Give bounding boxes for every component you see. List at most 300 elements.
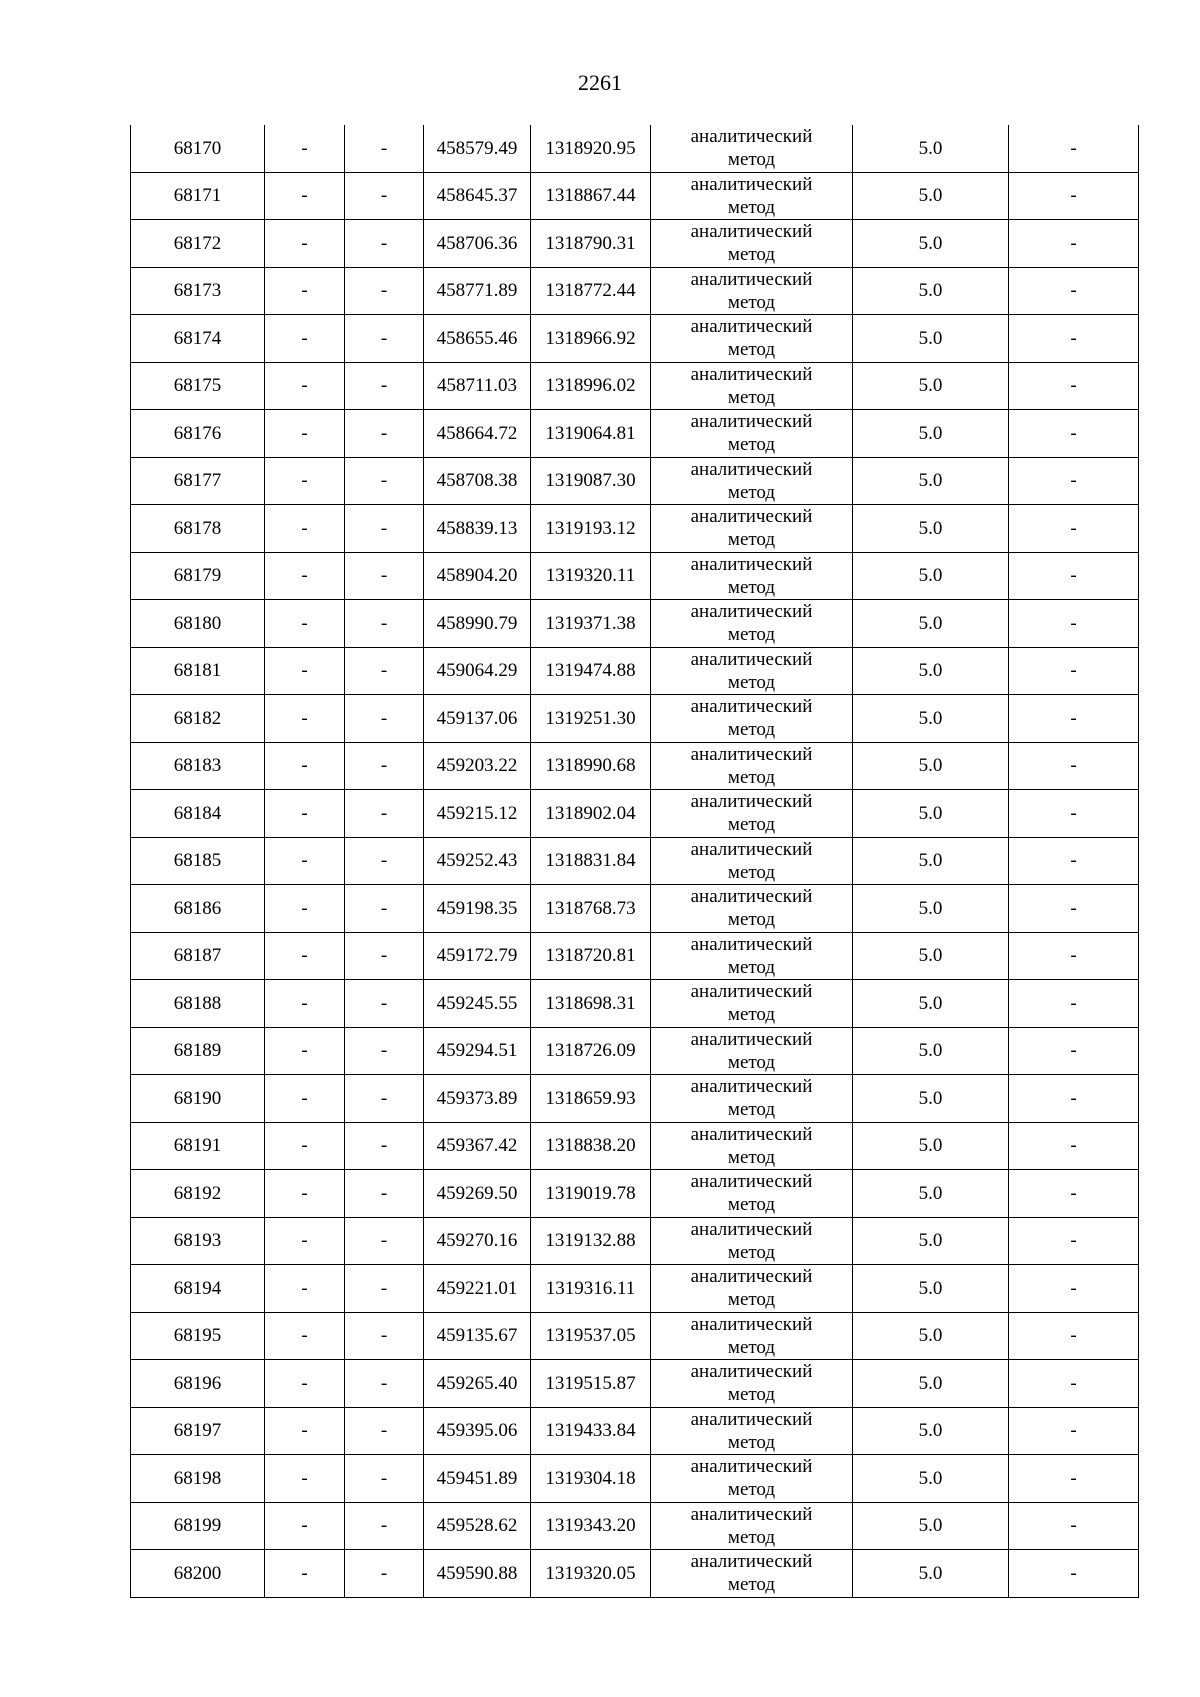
method-text: аналитический xyxy=(690,838,813,860)
method-text: метод xyxy=(727,719,776,741)
empty-value-cell: - xyxy=(1009,125,1139,172)
y-coordinate-cell: 1318720.81 xyxy=(531,932,651,980)
empty-value-cell: - xyxy=(1009,647,1139,695)
method-text: аналитический xyxy=(690,458,813,480)
x-coordinate-cell: 458711.03 xyxy=(424,362,531,410)
accuracy-cell: 5.0 xyxy=(853,790,1009,838)
method-text: аналитический xyxy=(690,791,813,813)
empty-value-cell: - xyxy=(1009,172,1139,220)
point-number-cell: 68180 xyxy=(131,600,265,648)
method-text: аналитический xyxy=(690,221,813,243)
method-cell xyxy=(651,1502,853,1550)
point-number-cell: 68170 xyxy=(131,125,265,172)
point-number-cell: 68171 xyxy=(131,172,265,220)
empty-value-cell: - xyxy=(265,125,345,172)
method-cell xyxy=(651,1217,853,1265)
table-row xyxy=(131,410,1139,458)
empty-value-cell: - xyxy=(1009,790,1139,838)
empty-value-cell: - xyxy=(345,790,424,838)
point-number-cell: 68182 xyxy=(131,695,265,743)
x-coordinate-cell: 459395.06 xyxy=(424,1407,531,1455)
method-cell xyxy=(651,1360,853,1408)
empty-value-cell: - xyxy=(345,980,424,1028)
table-row xyxy=(131,220,1139,268)
empty-value-cell: - xyxy=(265,410,345,458)
y-coordinate-cell: 1319193.12 xyxy=(531,505,651,553)
method-text: аналитический xyxy=(690,696,813,718)
accuracy-cell: 5.0 xyxy=(853,172,1009,220)
table-body xyxy=(131,125,1139,1597)
point-number-cell: 68179 xyxy=(131,552,265,600)
accuracy-cell: 5.0 xyxy=(853,1502,1009,1550)
y-coordinate-cell: 1319515.87 xyxy=(531,1360,651,1408)
y-coordinate-cell: 1318790.31 xyxy=(531,220,651,268)
method-text: метод xyxy=(727,1384,776,1406)
method-cell xyxy=(651,1312,853,1360)
method-text: аналитический xyxy=(690,1218,813,1240)
method-text: аналитический xyxy=(690,1361,813,1383)
method-text: метод xyxy=(727,909,776,931)
table-row xyxy=(131,1550,1139,1598)
method-text: аналитический xyxy=(690,1456,813,1478)
y-coordinate-cell: 1318867.44 xyxy=(531,172,651,220)
point-number-cell: 68183 xyxy=(131,742,265,790)
method-cell xyxy=(651,410,853,458)
method-text: аналитический xyxy=(690,1408,813,1430)
empty-value-cell: - xyxy=(1009,885,1139,933)
point-number-cell: 68181 xyxy=(131,647,265,695)
empty-value-cell: - xyxy=(1009,505,1139,553)
empty-value-cell: - xyxy=(1009,362,1139,410)
y-coordinate-cell: 1319433.84 xyxy=(531,1407,651,1455)
method-text: метод xyxy=(727,434,776,456)
method-cell xyxy=(651,600,853,648)
method-text: метод xyxy=(727,624,776,646)
x-coordinate-cell: 459294.51 xyxy=(424,1027,531,1075)
empty-value-cell: - xyxy=(265,267,345,315)
method-text: аналитический xyxy=(690,1313,813,1335)
method-cell xyxy=(651,1265,853,1313)
empty-value-cell: - xyxy=(1009,600,1139,648)
table-row xyxy=(131,695,1139,743)
empty-value-cell: - xyxy=(265,315,345,363)
empty-value-cell: - xyxy=(345,1122,424,1170)
method-text: аналитический xyxy=(690,1123,813,1145)
method-text: аналитический xyxy=(690,601,813,623)
method-text: аналитический xyxy=(690,1503,813,1525)
table-row xyxy=(131,837,1139,885)
empty-value-cell: - xyxy=(265,600,345,648)
y-coordinate-cell: 1319132.88 xyxy=(531,1217,651,1265)
method-text: метод xyxy=(727,766,776,788)
accuracy-cell: 5.0 xyxy=(853,742,1009,790)
method-cell xyxy=(651,362,853,410)
empty-value-cell: - xyxy=(1009,410,1139,458)
method-cell xyxy=(651,1027,853,1075)
method-cell xyxy=(651,505,853,553)
method-text: аналитический xyxy=(690,886,813,908)
x-coordinate-cell: 459064.29 xyxy=(424,647,531,695)
empty-value-cell: - xyxy=(1009,1122,1139,1170)
method-text: аналитический xyxy=(690,743,813,765)
method-text: метод xyxy=(727,1431,776,1453)
method-text: аналитический xyxy=(690,1028,813,1050)
point-number-cell: 68192 xyxy=(131,1170,265,1218)
method-text: метод xyxy=(727,149,776,171)
y-coordinate-cell: 1319320.11 xyxy=(531,552,651,600)
point-number-cell: 68185 xyxy=(131,837,265,885)
method-text: аналитический xyxy=(690,648,813,670)
point-number-cell: 68188 xyxy=(131,980,265,1028)
table-row xyxy=(131,1075,1139,1123)
empty-value-cell: - xyxy=(345,1265,424,1313)
empty-value-cell: - xyxy=(1009,1265,1139,1313)
table-row xyxy=(131,647,1139,695)
empty-value-cell: - xyxy=(345,1455,424,1503)
accuracy-cell: 5.0 xyxy=(853,1075,1009,1123)
method-text: аналитический xyxy=(690,1551,813,1573)
empty-value-cell: - xyxy=(265,647,345,695)
y-coordinate-cell: 1318838.20 xyxy=(531,1122,651,1170)
accuracy-cell: 5.0 xyxy=(853,1122,1009,1170)
accuracy-cell: 5.0 xyxy=(853,1550,1009,1598)
method-text: аналитический xyxy=(690,933,813,955)
method-cell xyxy=(651,1407,853,1455)
empty-value-cell: - xyxy=(265,1455,345,1503)
empty-value-cell: - xyxy=(345,1170,424,1218)
empty-value-cell: - xyxy=(1009,315,1139,363)
point-number-cell: 68198 xyxy=(131,1455,265,1503)
method-text: аналитический xyxy=(690,1076,813,1098)
method-cell xyxy=(651,695,853,743)
method-cell xyxy=(651,457,853,505)
point-number-cell: 68200 xyxy=(131,1550,265,1598)
empty-value-cell: - xyxy=(345,220,424,268)
x-coordinate-cell: 458645.37 xyxy=(424,172,531,220)
accuracy-cell: 5.0 xyxy=(853,980,1009,1028)
method-cell xyxy=(651,980,853,1028)
empty-value-cell: - xyxy=(1009,1455,1139,1503)
empty-value-cell: - xyxy=(265,1360,345,1408)
empty-value-cell: - xyxy=(1009,980,1139,1028)
accuracy-cell: 5.0 xyxy=(853,647,1009,695)
method-text: аналитический xyxy=(690,981,813,1003)
empty-value-cell: - xyxy=(1009,457,1139,505)
method-text: метод xyxy=(727,1289,776,1311)
table-row xyxy=(131,1502,1139,1550)
x-coordinate-cell: 459137.06 xyxy=(424,695,531,743)
x-coordinate-cell: 459373.89 xyxy=(424,1075,531,1123)
empty-value-cell: - xyxy=(345,410,424,458)
y-coordinate-cell: 1319371.38 xyxy=(531,600,651,648)
point-number-cell: 68197 xyxy=(131,1407,265,1455)
accuracy-cell: 5.0 xyxy=(853,267,1009,315)
empty-value-cell: - xyxy=(1009,1075,1139,1123)
method-text: метод xyxy=(727,1479,776,1501)
point-number-cell: 68175 xyxy=(131,362,265,410)
table-row xyxy=(131,1407,1139,1455)
method-cell xyxy=(651,1170,853,1218)
y-coordinate-cell: 1319343.20 xyxy=(531,1502,651,1550)
empty-value-cell: - xyxy=(345,1550,424,1598)
method-text: метод xyxy=(727,244,776,266)
point-number-cell: 68196 xyxy=(131,1360,265,1408)
empty-value-cell: - xyxy=(265,1027,345,1075)
method-cell xyxy=(651,837,853,885)
empty-value-cell: - xyxy=(265,790,345,838)
method-text: аналитический xyxy=(690,363,813,385)
table-row xyxy=(131,885,1139,933)
x-coordinate-cell: 458839.13 xyxy=(424,505,531,553)
method-cell xyxy=(651,1550,853,1598)
table-row xyxy=(131,980,1139,1028)
point-number-cell: 68193 xyxy=(131,1217,265,1265)
empty-value-cell: - xyxy=(345,505,424,553)
empty-value-cell: - xyxy=(265,1312,345,1360)
method-text: метод xyxy=(727,291,776,313)
empty-value-cell: - xyxy=(265,362,345,410)
empty-value-cell: - xyxy=(265,1075,345,1123)
accuracy-cell: 5.0 xyxy=(853,1312,1009,1360)
coordinates-table xyxy=(130,125,1139,1598)
method-text: метод xyxy=(727,1099,776,1121)
x-coordinate-cell: 459528.62 xyxy=(424,1502,531,1550)
method-cell xyxy=(651,647,853,695)
empty-value-cell: - xyxy=(265,220,345,268)
accuracy-cell: 5.0 xyxy=(853,1455,1009,1503)
empty-value-cell: - xyxy=(265,1502,345,1550)
point-number-cell: 68194 xyxy=(131,1265,265,1313)
method-text: метод xyxy=(727,1241,776,1263)
accuracy-cell: 5.0 xyxy=(853,552,1009,600)
accuracy-cell: 5.0 xyxy=(853,220,1009,268)
empty-value-cell: - xyxy=(265,980,345,1028)
empty-value-cell: - xyxy=(345,125,424,172)
empty-value-cell: - xyxy=(265,1170,345,1218)
empty-value-cell: - xyxy=(1009,1312,1139,1360)
x-coordinate-cell: 458904.20 xyxy=(424,552,531,600)
empty-value-cell: - xyxy=(265,932,345,980)
empty-value-cell: - xyxy=(1009,1550,1139,1598)
accuracy-cell: 5.0 xyxy=(853,125,1009,172)
y-coordinate-cell: 1319304.18 xyxy=(531,1455,651,1503)
y-coordinate-cell: 1319019.78 xyxy=(531,1170,651,1218)
accuracy-cell: 5.0 xyxy=(853,932,1009,980)
x-coordinate-cell: 459135.67 xyxy=(424,1312,531,1360)
empty-value-cell: - xyxy=(1009,1407,1139,1455)
method-text: аналитический xyxy=(690,173,813,195)
point-number-cell: 68199 xyxy=(131,1502,265,1550)
empty-value-cell: - xyxy=(345,362,424,410)
x-coordinate-cell: 459367.42 xyxy=(424,1122,531,1170)
x-coordinate-cell: 459252.43 xyxy=(424,837,531,885)
method-text: аналитический xyxy=(690,411,813,433)
empty-value-cell: - xyxy=(265,172,345,220)
method-text: метод xyxy=(727,529,776,551)
method-cell xyxy=(651,1075,853,1123)
y-coordinate-cell: 1319474.88 xyxy=(531,647,651,695)
method-cell xyxy=(651,315,853,363)
empty-value-cell: - xyxy=(345,695,424,743)
point-number-cell: 68174 xyxy=(131,315,265,363)
method-text: аналитический xyxy=(690,1171,813,1193)
empty-value-cell: - xyxy=(1009,1027,1139,1075)
method-text: метод xyxy=(727,671,776,693)
x-coordinate-cell: 459215.12 xyxy=(424,790,531,838)
point-number-cell: 68191 xyxy=(131,1122,265,1170)
table-row xyxy=(131,267,1139,315)
y-coordinate-cell: 1318831.84 xyxy=(531,837,651,885)
point-number-cell: 68176 xyxy=(131,410,265,458)
empty-value-cell: - xyxy=(1009,695,1139,743)
method-text: аналитический xyxy=(690,268,813,290)
x-coordinate-cell: 458579.49 xyxy=(424,125,531,172)
table-row xyxy=(131,315,1139,363)
empty-value-cell: - xyxy=(265,1407,345,1455)
accuracy-cell: 5.0 xyxy=(853,410,1009,458)
empty-value-cell: - xyxy=(345,932,424,980)
accuracy-cell: 5.0 xyxy=(853,1027,1009,1075)
method-cell xyxy=(651,790,853,838)
x-coordinate-cell: 459245.55 xyxy=(424,980,531,1028)
method-text: метод xyxy=(727,1004,776,1026)
accuracy-cell: 5.0 xyxy=(853,1265,1009,1313)
method-cell xyxy=(651,932,853,980)
y-coordinate-cell: 1319251.30 xyxy=(531,695,651,743)
y-coordinate-cell: 1319320.05 xyxy=(531,1550,651,1598)
table-row xyxy=(131,362,1139,410)
method-cell xyxy=(651,552,853,600)
empty-value-cell: - xyxy=(345,1075,424,1123)
x-coordinate-cell: 458990.79 xyxy=(424,600,531,648)
method-text: метод xyxy=(727,814,776,836)
method-cell xyxy=(651,1122,853,1170)
method-cell xyxy=(651,267,853,315)
empty-value-cell: - xyxy=(345,315,424,363)
empty-value-cell: - xyxy=(345,1027,424,1075)
method-text: метод xyxy=(727,1526,776,1548)
x-coordinate-cell: 459270.16 xyxy=(424,1217,531,1265)
table-row xyxy=(131,790,1139,838)
x-coordinate-cell: 459590.88 xyxy=(424,1550,531,1598)
method-cell xyxy=(651,172,853,220)
empty-value-cell: - xyxy=(345,1407,424,1455)
x-coordinate-cell: 458708.38 xyxy=(424,457,531,505)
method-text: метод xyxy=(727,339,776,361)
x-coordinate-cell: 458771.89 xyxy=(424,267,531,315)
method-cell xyxy=(651,125,853,172)
point-number-cell: 68173 xyxy=(131,267,265,315)
accuracy-cell: 5.0 xyxy=(853,885,1009,933)
empty-value-cell: - xyxy=(1009,837,1139,885)
point-number-cell: 68178 xyxy=(131,505,265,553)
x-coordinate-cell: 459172.79 xyxy=(424,932,531,980)
y-coordinate-cell: 1319316.11 xyxy=(531,1265,651,1313)
table-row xyxy=(131,1170,1139,1218)
point-number-cell: 68187 xyxy=(131,932,265,980)
empty-value-cell: - xyxy=(345,600,424,648)
empty-value-cell: - xyxy=(1009,1502,1139,1550)
empty-value-cell: - xyxy=(265,505,345,553)
accuracy-cell: 5.0 xyxy=(853,505,1009,553)
accuracy-cell: 5.0 xyxy=(853,600,1009,648)
table-row xyxy=(131,1217,1139,1265)
empty-value-cell: - xyxy=(1009,552,1139,600)
point-number-cell: 68186 xyxy=(131,885,265,933)
table-row xyxy=(131,600,1139,648)
x-coordinate-cell: 458664.72 xyxy=(424,410,531,458)
table-row xyxy=(131,172,1139,220)
empty-value-cell: - xyxy=(265,552,345,600)
method-text: метод xyxy=(727,576,776,598)
empty-value-cell: - xyxy=(345,885,424,933)
method-cell xyxy=(651,885,853,933)
accuracy-cell: 5.0 xyxy=(853,695,1009,743)
empty-value-cell: - xyxy=(265,1122,345,1170)
empty-value-cell: - xyxy=(345,172,424,220)
method-text: метод xyxy=(727,196,776,218)
method-text: метод xyxy=(727,1146,776,1168)
empty-value-cell: - xyxy=(345,457,424,505)
y-coordinate-cell: 1319087.30 xyxy=(531,457,651,505)
empty-value-cell: - xyxy=(1009,932,1139,980)
empty-value-cell: - xyxy=(1009,1360,1139,1408)
method-text: метод xyxy=(727,1051,776,1073)
table-row xyxy=(131,1360,1139,1408)
method-text: метод xyxy=(727,481,776,503)
accuracy-cell: 5.0 xyxy=(853,315,1009,363)
y-coordinate-cell: 1318726.09 xyxy=(531,1027,651,1075)
accuracy-cell: 5.0 xyxy=(853,457,1009,505)
empty-value-cell: - xyxy=(265,1217,345,1265)
method-text: метод xyxy=(727,861,776,883)
point-number-cell: 68184 xyxy=(131,790,265,838)
empty-value-cell: - xyxy=(345,837,424,885)
y-coordinate-cell: 1318659.93 xyxy=(531,1075,651,1123)
empty-value-cell: - xyxy=(265,837,345,885)
method-text: аналитический xyxy=(690,1266,813,1288)
accuracy-cell: 5.0 xyxy=(853,362,1009,410)
accuracy-cell: 5.0 xyxy=(853,1217,1009,1265)
empty-value-cell: - xyxy=(345,552,424,600)
x-coordinate-cell: 458655.46 xyxy=(424,315,531,363)
y-coordinate-cell: 1318768.73 xyxy=(531,885,651,933)
empty-value-cell: - xyxy=(1009,267,1139,315)
method-text: аналитический xyxy=(690,553,813,575)
empty-value-cell: - xyxy=(265,1550,345,1598)
empty-value-cell: - xyxy=(265,742,345,790)
empty-value-cell: - xyxy=(345,742,424,790)
y-coordinate-cell: 1318920.95 xyxy=(531,125,651,172)
method-text: метод xyxy=(727,1336,776,1358)
accuracy-cell: 5.0 xyxy=(853,837,1009,885)
y-coordinate-cell: 1319537.05 xyxy=(531,1312,651,1360)
empty-value-cell: - xyxy=(265,1265,345,1313)
y-coordinate-cell: 1319064.81 xyxy=(531,410,651,458)
empty-value-cell: - xyxy=(265,695,345,743)
method-cell xyxy=(651,1455,853,1503)
y-coordinate-cell: 1318990.68 xyxy=(531,742,651,790)
empty-value-cell: - xyxy=(265,885,345,933)
accuracy-cell: 5.0 xyxy=(853,1407,1009,1455)
point-number-cell: 68172 xyxy=(131,220,265,268)
table-row xyxy=(131,742,1139,790)
y-coordinate-cell: 1318772.44 xyxy=(531,267,651,315)
table-row xyxy=(131,552,1139,600)
table-row xyxy=(131,505,1139,553)
x-coordinate-cell: 459269.50 xyxy=(424,1170,531,1218)
empty-value-cell: - xyxy=(345,1502,424,1550)
